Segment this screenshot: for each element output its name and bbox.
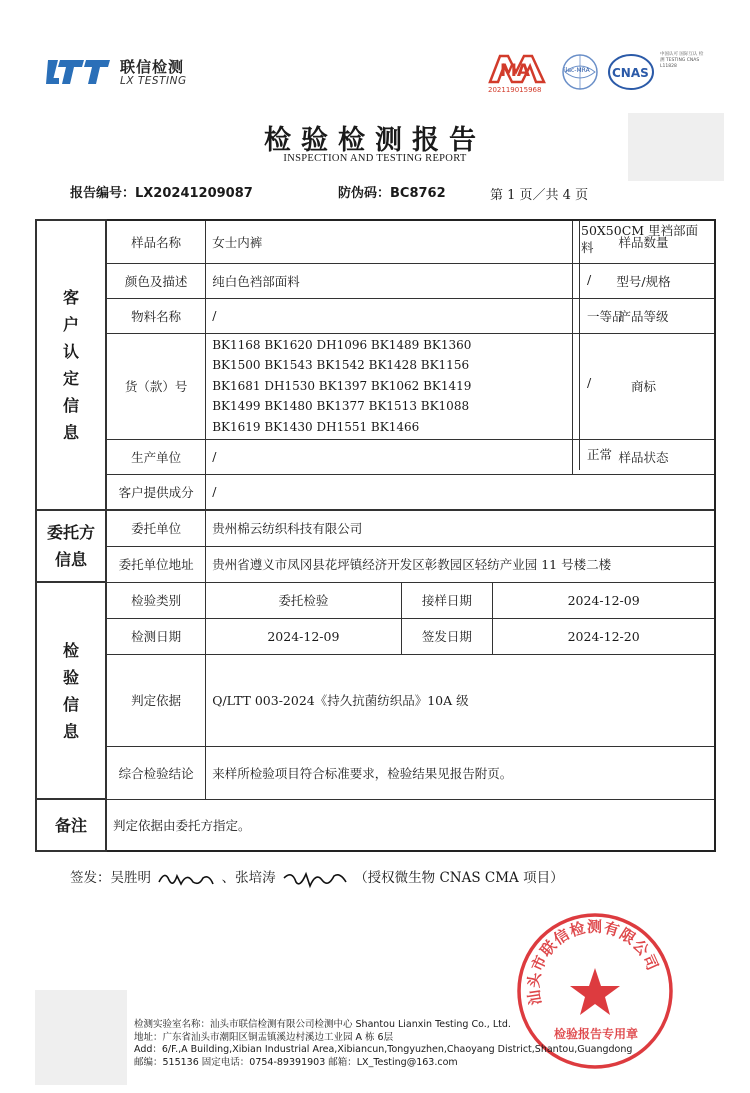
entrust-unit-label: 委托单位 bbox=[106, 510, 206, 546]
test-date-label: 检测日期 bbox=[106, 618, 206, 654]
redaction-block-bottom-left bbox=[35, 990, 127, 1085]
sample-name-label: 样品名称 bbox=[106, 220, 206, 263]
signature-2-handwriting bbox=[280, 868, 350, 890]
section-client: 客户认定信息 bbox=[36, 220, 106, 510]
model-label: 型号/规格 bbox=[572, 263, 715, 298]
sample-qty-label: 样品数量 bbox=[572, 220, 715, 263]
style-no-label: 货（款）号 bbox=[106, 333, 206, 439]
material-value: / bbox=[206, 298, 573, 333]
producer-label: 生产单位 bbox=[106, 439, 206, 474]
report-title-en: INSPECTION AND TESTING REPORT bbox=[283, 153, 467, 164]
test-date-value: 2024-12-09 bbox=[206, 618, 401, 654]
entrust-address-value: 贵州省遵义市凤冈县花坪镇经济开发区彰教园区轻纺产业园 11 号楼二楼 bbox=[206, 546, 715, 582]
color-label: 颜色及描述 bbox=[106, 263, 206, 298]
receive-date-label: 接样日期 bbox=[401, 582, 493, 618]
material-label: 物料名称 bbox=[106, 298, 206, 333]
remark-value: 判定依据由委托方指定。 bbox=[106, 799, 715, 851]
grade-value: 一等品 bbox=[587, 309, 625, 324]
conclusion-value: 来样所检验项目符合标准要求，检验结果见报告附页。 bbox=[206, 746, 715, 799]
issue-date-label: 签发日期 bbox=[401, 618, 493, 654]
lx-testing-logo bbox=[44, 56, 194, 88]
sample-qty-value: 50X50CM 里裆部面料 bbox=[581, 223, 699, 255]
receive-date-value: 2024-12-09 bbox=[493, 582, 715, 618]
report-number: 报告编号：LX20241209087 bbox=[70, 186, 253, 201]
section-remark: 备注 bbox=[36, 799, 106, 851]
cma-number: 202119015968 bbox=[488, 86, 542, 94]
ilac-label: ilac-MRA bbox=[564, 67, 590, 74]
logo-cn-text: 联信检测 bbox=[120, 58, 185, 76]
logo-en-text: LX TESTING bbox=[120, 75, 187, 87]
page-indicator: 第 1 页／共 4 页 bbox=[490, 188, 589, 203]
producer-value: / bbox=[206, 439, 573, 474]
grade-label: 产品等级 bbox=[572, 298, 715, 333]
certification-marks bbox=[486, 50, 706, 96]
svg-text:汕头市联信检测有限公司: 汕头市联信检测有限公司 bbox=[524, 917, 663, 1007]
issue-date-value: 2024-12-20 bbox=[493, 618, 715, 654]
client-col-divider bbox=[579, 220, 580, 470]
composition-value: / bbox=[206, 474, 715, 509]
section-entrust: 委托方信息 bbox=[36, 510, 106, 582]
lt-logo-icon bbox=[44, 56, 114, 88]
anti-fake-code: 防伪码：BC8762 bbox=[338, 186, 446, 201]
report-title-cn: 检验检测报告 bbox=[264, 125, 486, 156]
inspect-type-value: 委托检验 bbox=[206, 582, 401, 618]
style-no-line: BK1619 BK1430 DH1551 BK1466 bbox=[212, 419, 420, 434]
signer-2: 、张培涛 bbox=[221, 870, 276, 886]
conclusion-label: 综合检验结论 bbox=[106, 746, 206, 799]
style-no-line: BK1500 BK1543 BK1542 BK1428 BK1156 bbox=[212, 358, 470, 373]
trademark-label: 商标 bbox=[572, 333, 715, 439]
sample-state-value: 正常 bbox=[587, 447, 613, 462]
trademark-value: / bbox=[587, 375, 592, 390]
signature-row bbox=[70, 866, 564, 890]
model-value: / bbox=[587, 272, 592, 287]
style-no-line: BK1499 BK1480 BK1377 BK1513 BK1088 bbox=[212, 399, 470, 414]
entrust-unit-value: 贵州棉云纺织科技有限公司 bbox=[206, 510, 715, 546]
style-no-line: BK1168 BK1620 DH1096 BK1489 BK1360 bbox=[212, 337, 472, 352]
signer-1: 签发：吴胜明 bbox=[70, 870, 151, 886]
basis-label: 判定依据 bbox=[106, 654, 206, 746]
footer-contact-line: 邮编：515136 固定电话：0754-89391903 邮箱：LX_Testing@163.com bbox=[134, 1056, 458, 1068]
svg-text:MA: MA bbox=[500, 61, 531, 81]
footer-address-cn: 地址：广东省汕头市潮阳区铜盂镇溪边村溪边工业园 A 栋 6层 bbox=[134, 1031, 394, 1043]
style-no-list bbox=[206, 333, 573, 439]
style-no-line: BK1681 DH1530 BK1397 BK1062 BK1419 bbox=[212, 378, 472, 393]
svg-text:检验报告专用章: 检验报告专用章 bbox=[554, 1027, 639, 1041]
basis-value: Q/LTT 003-2024《持久抗菌纺织品》10A 级 bbox=[206, 654, 715, 746]
entrust-address-label: 委托单位地址 bbox=[106, 546, 206, 582]
cnas-icon bbox=[606, 52, 656, 92]
color-value: 纯白色裆部面料 bbox=[206, 263, 573, 298]
authorization-note: （授权微生物 CNAS CMA 项目） bbox=[354, 870, 564, 886]
cma-mark-icon bbox=[486, 50, 550, 86]
footer-address-en: Add：6/F.,A Building,Xibian Industrial Area,Xibiancun,Tongyuzhen,Chaoyang District,Shantou,Guangdong bbox=[134, 1044, 633, 1055]
footer-contact bbox=[134, 1019, 632, 1069]
svg-text:CNAS: CNAS bbox=[612, 66, 649, 80]
composition-label: 客户提供成分 bbox=[106, 474, 206, 509]
inspect-type-label: 检验类别 bbox=[106, 582, 206, 618]
signature-1-handwriting bbox=[155, 868, 217, 890]
cnas-side-text: 中国认可 国际互认 检测 TESTING CNAS L11828 bbox=[660, 52, 704, 69]
sample-state-label: 样品状态 bbox=[572, 439, 715, 474]
footer-lab-name: 检测实验室名称：汕头市联信检测有限公司检测中心 Shantou Lianxin Testing Co., Ltd. bbox=[134, 1019, 511, 1030]
section-inspect: 检验信息 bbox=[36, 582, 106, 799]
sample-name-value: 女士内裤 bbox=[206, 220, 573, 263]
